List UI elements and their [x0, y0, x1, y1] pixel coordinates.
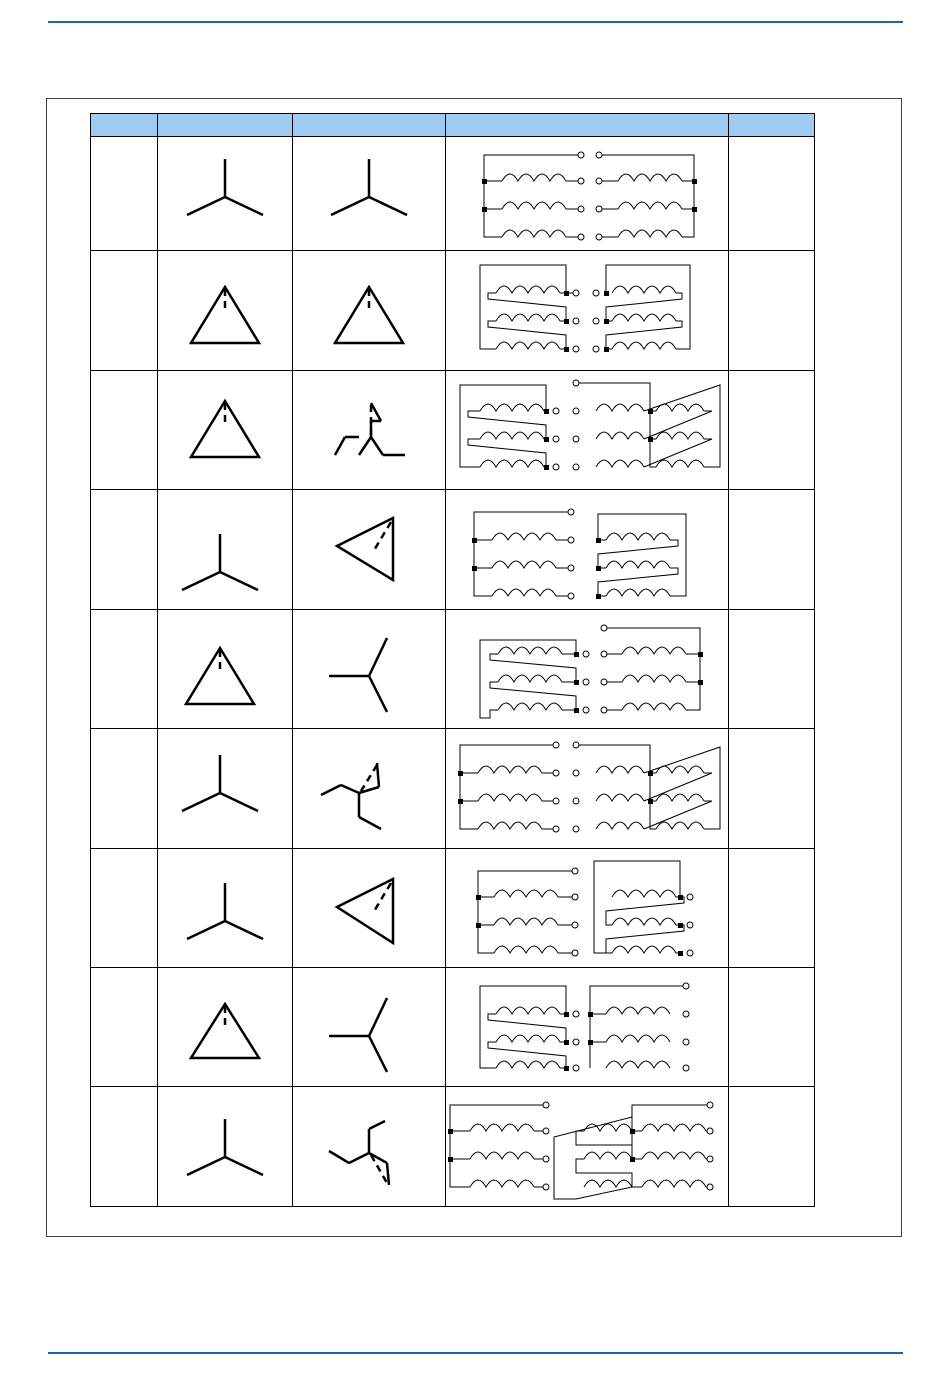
lv-symbol-cell: [293, 729, 446, 849]
lv-symbol-cell: [293, 849, 446, 968]
notes-cell: [729, 1087, 815, 1207]
hv-symbol-cell: [158, 251, 293, 371]
wye-symbol: [293, 610, 445, 727]
winding-diagram-cell: [446, 251, 729, 371]
wye-symbol: [293, 137, 445, 249]
column-header: [91, 114, 158, 137]
row-id-cell: [91, 729, 158, 849]
winding-diagram: [446, 371, 728, 488]
notes-cell: [729, 729, 815, 849]
winding-diagram-cell: [446, 729, 729, 849]
winding-diagram-cell: [446, 371, 729, 490]
hv-symbol-cell: [158, 610, 293, 729]
winding-diagram-cell: [446, 490, 729, 610]
column-header: [158, 114, 293, 137]
wye-symbol: [158, 729, 292, 847]
table-row: [91, 490, 815, 610]
delta-symbol: [158, 968, 292, 1085]
wye-symbol: [158, 490, 292, 608]
delta-symbol: [158, 610, 292, 727]
notes-cell: [729, 251, 815, 371]
vector-group-table: [90, 113, 815, 1207]
row-id-cell: [91, 1087, 158, 1207]
winding-diagram: [446, 849, 728, 966]
zigzag-symbol: [293, 371, 445, 488]
lv-symbol-cell: [293, 137, 446, 251]
winding-diagram: [446, 490, 728, 608]
winding-diagram-cell: [446, 849, 729, 968]
hv-symbol-cell: [158, 849, 293, 968]
wye-symbol: [158, 137, 292, 249]
row-id-cell: [91, 371, 158, 490]
row-id-cell: [91, 251, 158, 371]
zigzag-symbol: [293, 1087, 445, 1205]
table-row: [91, 968, 815, 1087]
row-id-cell: [91, 610, 158, 729]
wye-symbol: [158, 849, 292, 966]
lv-symbol-cell: [293, 1087, 446, 1207]
header-rule: [48, 21, 903, 23]
winding-diagram-cell: [446, 610, 729, 729]
winding-diagram: [446, 1087, 728, 1205]
delta-symbol: [158, 371, 292, 488]
footer-rule: [48, 1352, 903, 1354]
table-row: [91, 849, 815, 968]
table-row: [91, 1087, 815, 1207]
delta-symbol: [293, 849, 445, 966]
table-row: [91, 137, 815, 251]
zigzag-symbol: [293, 729, 445, 847]
column-header: [729, 114, 815, 137]
column-header: [446, 114, 729, 137]
delta-symbol: [293, 490, 445, 608]
hv-symbol-cell: [158, 729, 293, 849]
winding-diagram: [446, 968, 728, 1085]
hv-symbol-cell: [158, 1087, 293, 1207]
column-header: [293, 114, 446, 137]
winding-diagram-cell: [446, 137, 729, 251]
lv-symbol-cell: [293, 251, 446, 371]
hv-symbol-cell: [158, 490, 293, 610]
row-id-cell: [91, 968, 158, 1087]
hv-symbol-cell: [158, 968, 293, 1087]
table-header-row: [91, 114, 815, 137]
wye-symbol: [293, 968, 445, 1085]
winding-diagram-cell: [446, 968, 729, 1087]
notes-cell: [729, 490, 815, 610]
lv-symbol-cell: [293, 968, 446, 1087]
table-row: [91, 610, 815, 729]
winding-diagram: [446, 729, 728, 847]
notes-cell: [729, 968, 815, 1087]
row-id-cell: [91, 137, 158, 251]
notes-cell: [729, 849, 815, 968]
notes-cell: [729, 610, 815, 729]
lv-symbol-cell: [293, 490, 446, 610]
winding-diagram: [446, 137, 728, 249]
delta-symbol: [158, 251, 292, 369]
table-row: [91, 371, 815, 490]
lv-symbol-cell: [293, 371, 446, 490]
lv-symbol-cell: [293, 610, 446, 729]
notes-cell: [729, 137, 815, 251]
winding-diagram-cell: [446, 1087, 729, 1207]
table-row: [91, 251, 815, 371]
table-row: [91, 729, 815, 849]
delta-symbol: [293, 251, 445, 369]
row-id-cell: [91, 849, 158, 968]
notes-cell: [729, 371, 815, 490]
hv-symbol-cell: [158, 137, 293, 251]
row-id-cell: [91, 490, 158, 610]
winding-diagram: [446, 610, 728, 727]
wye-symbol: [158, 1087, 292, 1205]
winding-diagram: [446, 251, 728, 369]
hv-symbol-cell: [158, 371, 293, 490]
